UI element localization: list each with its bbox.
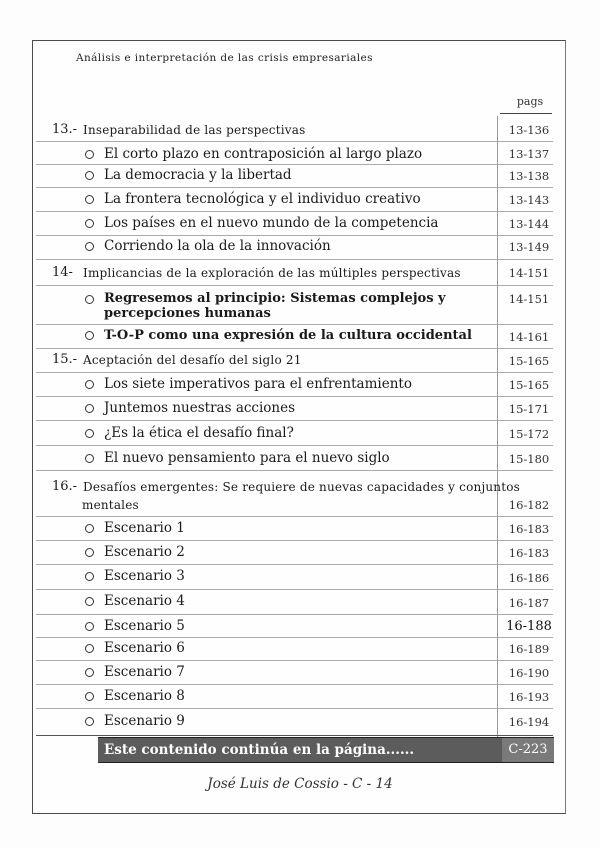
item-page: 13-137 (508, 147, 550, 161)
bullet-icon (85, 572, 94, 581)
item-page: 13-144 (508, 217, 550, 231)
toc-item[interactable] (36, 685, 553, 709)
item-page: 16-188 (506, 619, 552, 634)
footer-rule (36, 735, 553, 736)
item-title: Escenario 2 (104, 544, 185, 560)
section-page: 16-182 (508, 498, 550, 512)
toc-item[interactable] (36, 541, 553, 565)
toc-item[interactable] (36, 709, 553, 734)
item-page: 14-151 (508, 292, 550, 306)
toc-section-16[interactable] (36, 471, 553, 517)
item-page: 15-180 (508, 452, 550, 466)
bullet-icon (85, 429, 94, 438)
toc-item[interactable] (36, 188, 553, 212)
toc-item[interactable] (36, 446, 553, 471)
continue-page-link[interactable]: C-223 (502, 738, 554, 762)
item-title: Regresemos al principio: Sistemas complejos y percepciones humanas (104, 291, 446, 321)
item-page: 13-138 (508, 169, 550, 183)
toc-item[interactable] (36, 615, 553, 638)
bullet-icon (85, 644, 94, 653)
bullet-icon (85, 454, 94, 463)
pages-column-label: pags (516, 95, 544, 108)
item-title: La democracia y la libertad (104, 167, 292, 183)
toc-item[interactable] (36, 325, 553, 349)
bullet-icon (85, 150, 94, 159)
section-number: 14- (52, 265, 73, 280)
toc-item[interactable] (36, 165, 553, 188)
item-title: Escenario 1 (104, 520, 185, 536)
item-title: ¿Es la ética el desafío final? (104, 425, 294, 441)
item-title: Escenario 5 (104, 618, 185, 634)
toc-item[interactable] (36, 142, 553, 165)
section-title: Aceptación del desafío del siglo 21 (83, 353, 302, 367)
bullet-icon (85, 524, 94, 533)
bullet-icon (85, 548, 94, 557)
section-page: 13-136 (508, 123, 550, 137)
toc-item[interactable] (36, 286, 553, 325)
item-title: La frontera tecnológica y el individuo creativo (104, 191, 421, 207)
section-number: 15.- (52, 352, 78, 367)
section-page: 14-151 (508, 266, 550, 280)
bullet-icon (85, 171, 94, 180)
bullet-icon (85, 195, 94, 204)
item-page: 16-187 (508, 596, 550, 610)
section-title: Implicancias de la exploración de las múltiples perspectivas (83, 266, 461, 280)
section-title-line2: mentales (82, 498, 139, 512)
item-page: 13-143 (508, 193, 550, 207)
toc-item[interactable] (36, 236, 553, 260)
bullet-icon (85, 295, 94, 304)
continue-banner[interactable] (98, 737, 554, 763)
item-title: Escenario 8 (104, 688, 185, 704)
toc-item[interactable] (36, 517, 553, 541)
section-number: 13.- (52, 122, 78, 137)
running-title: Análisis e interpretación de las crisis empresariales (76, 52, 373, 64)
bullet-icon (85, 622, 94, 631)
section-page: 15-165 (508, 354, 550, 368)
item-title: Escenario 4 (104, 593, 185, 609)
bullet-icon (85, 668, 94, 677)
item-page: 16-193 (508, 690, 550, 704)
bullet-icon (85, 404, 94, 413)
item-page: 15-171 (508, 402, 550, 416)
bullet-icon (85, 717, 94, 726)
toc-item[interactable] (36, 373, 553, 397)
item-page: 16-183 (508, 546, 550, 560)
toc-section-15[interactable] (36, 349, 553, 373)
toc-item[interactable] (36, 565, 553, 590)
bullet-icon (85, 597, 94, 606)
item-page: 15-172 (508, 427, 550, 441)
section-title-line1: Desafíos emergentes: Se requiere de nuevas capacidades y conjuntos (83, 480, 521, 494)
toc-section-13[interactable] (36, 118, 553, 142)
bullet-icon (85, 242, 94, 251)
toc-item[interactable] (36, 212, 553, 236)
item-title: Los siete imperativos para el enfrentamiento (104, 376, 412, 392)
item-title: Escenario 3 (104, 568, 185, 584)
pages-column-rule (500, 113, 552, 114)
bullet-icon (85, 219, 94, 228)
item-title: Los países en el nuevo mundo de la competencia (104, 215, 439, 231)
item-page: 14-161 (508, 330, 550, 344)
toc-item[interactable] (36, 661, 553, 685)
bullet-icon (85, 331, 94, 340)
section-title: Inseparabilidad de las perspectivas (83, 123, 306, 137)
toc-item[interactable] (36, 590, 553, 615)
bullet-icon (85, 380, 94, 389)
item-page: 16-183 (508, 522, 550, 536)
continue-text: Este contenido continúa en la página...... (104, 742, 415, 758)
bullet-icon (85, 692, 94, 701)
item-title: Juntemos nuestras acciones (104, 400, 296, 416)
item-title: Escenario 6 (104, 640, 185, 656)
item-page: 16-194 (508, 715, 550, 729)
item-title: T-O-P como una expresión de la cultura occidental (104, 328, 472, 343)
section-number: 16.- (52, 479, 78, 494)
item-page: 16-190 (508, 666, 550, 680)
item-page: 16-186 (508, 571, 550, 585)
toc-item[interactable] (36, 638, 553, 661)
toc-section-14[interactable] (36, 260, 553, 286)
item-page: 13-149 (508, 240, 550, 254)
item-title: El nuevo pensamiento para el nuevo siglo (104, 450, 390, 466)
toc-item[interactable] (36, 397, 553, 421)
item-page: 16-189 (508, 642, 550, 656)
item-page: 15-165 (508, 378, 550, 392)
item-title: Escenario 9 (104, 713, 185, 729)
item-title: Corriendo la ola de la innovación (104, 238, 331, 254)
toc-item[interactable] (36, 421, 553, 446)
item-title: El corto plazo en contraposición al largo plazo (104, 146, 423, 162)
footer-signature: José Luis de Cossio - C - 14 (207, 776, 393, 792)
item-title: Escenario 7 (104, 664, 185, 680)
